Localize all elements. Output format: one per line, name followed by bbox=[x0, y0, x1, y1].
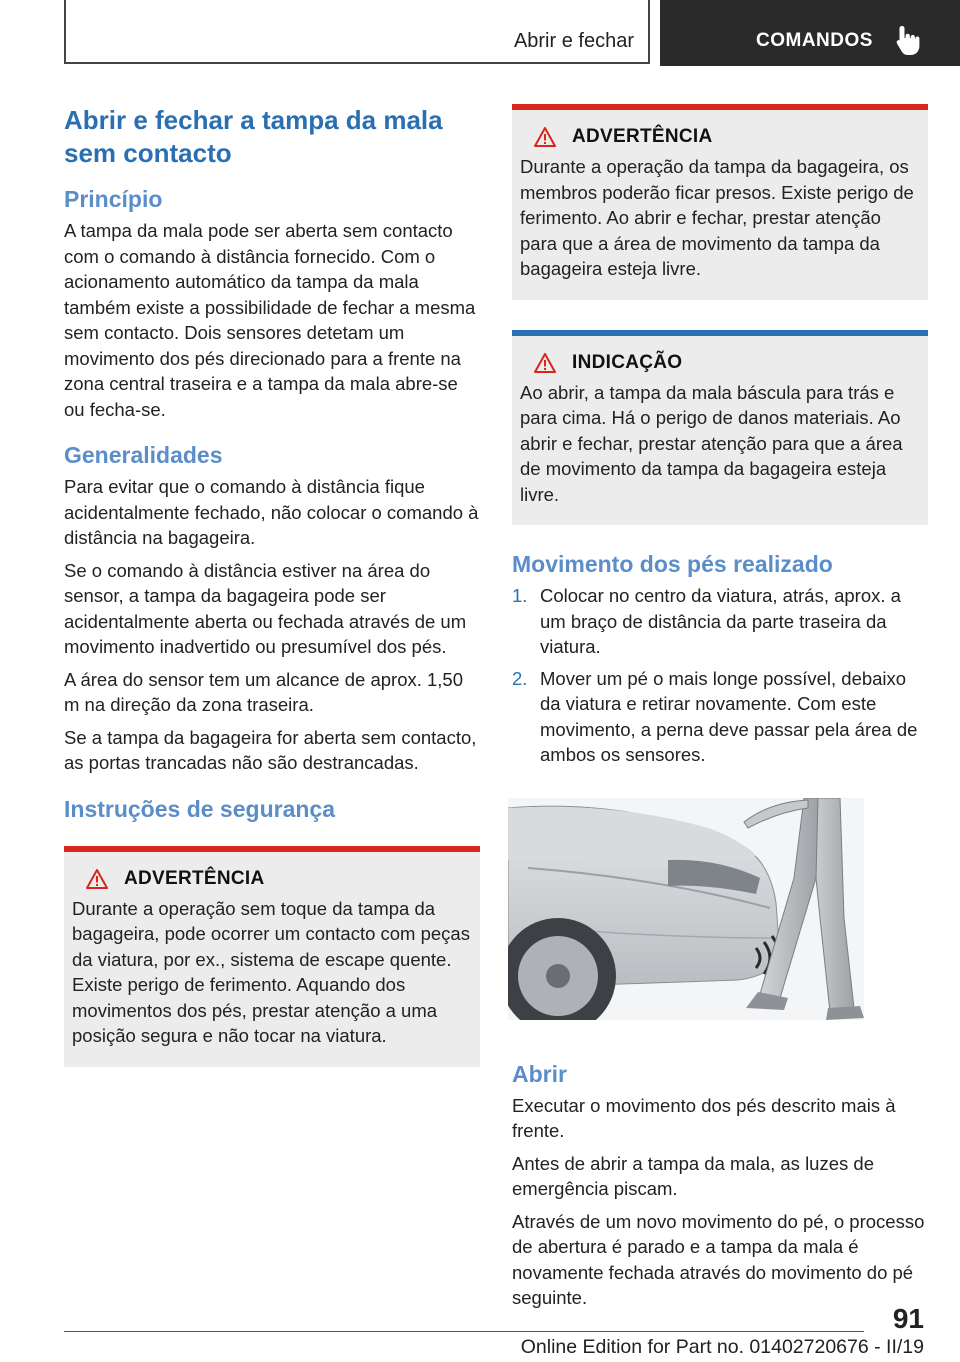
step-number: 1. bbox=[512, 585, 528, 606]
warning-triangle-icon bbox=[534, 353, 556, 373]
warning-triangle-icon bbox=[86, 869, 108, 889]
section-title: COMANDOS bbox=[756, 30, 873, 51]
general-paragraph-3: A área do sensor tem um alcance de aprox. 1,50 m na direção da zona traseira. bbox=[64, 668, 464, 715]
general-paragraph-2: Se o comando à distância estiver na área do sensor, a tampa da bagageira pode ser acidentalmente aberta ou fechada através de um movimento inadvertido ou presumível dos pés. bbox=[64, 559, 467, 657]
warning-text: Durante a operação da tampa da bagageira, os membros poderão ficar presos. Existe perigo de ferimento. Ao abrir e fechar, prestar atenção para que a área de movimento da tampa da bagageira esteja livre. bbox=[520, 156, 914, 279]
foot-movement-heading: Movimento dos pés realizado bbox=[512, 551, 833, 577]
notice-title: INDICAÇÃO bbox=[572, 351, 683, 373]
notice-box bbox=[512, 330, 928, 526]
steps-list bbox=[512, 583, 928, 768]
step-number: 2. bbox=[512, 667, 528, 689]
principle-heading: Princípio bbox=[64, 186, 163, 212]
open-heading: Abrir bbox=[512, 1060, 567, 1087]
warning-title: ADVERTÊNCIA bbox=[124, 867, 265, 889]
chapter-tab bbox=[64, 0, 650, 64]
notice-text: Ao abrir, a tampa da mala báscula para trás e para cima. Há o perigo de danos materiais. Ao abrir e fechar, prestar atenção para que a área de movimento da tampa da bagageira esteja livre. bbox=[520, 381, 903, 505]
general-paragraph-1: Para evitar que o comando à distância fique acidentalmente fechado, não colocar o comando à distância na bagageira. bbox=[64, 476, 479, 548]
page-header bbox=[0, 0, 960, 66]
open-paragraph-3: Através de um novo movimento do pé, o processo de abertura é parado e a tampa da mala é novamente fechada através do movimento do pé seguinte. bbox=[512, 1210, 925, 1308]
foot-movement-illustration bbox=[508, 798, 864, 1020]
chapter-title: Abrir e fechar bbox=[513, 30, 634, 52]
general-paragraph-4: Se a tampa da bagageira for aberta sem contacto, as portas trancadas não são destrancadas. bbox=[64, 726, 477, 773]
safety-heading: Instruções de segurança bbox=[64, 795, 335, 822]
hand-pointer-icon bbox=[896, 24, 922, 56]
general-heading: Generalidades bbox=[64, 442, 223, 468]
footer-edition: Online Edition for Part no. 01402720676 - II/19 bbox=[520, 1336, 924, 1358]
principle-text: A tampa da mala pode ser aberta sem contacto com o comando à distância fornecido. Com o acionamento automático da tampa da mala também existe a possibilidade de fechar a mesma sem contacto. Dois sensores detetam um movimento dos pés direcionado para a frente na zona central traseira e a tampa da mala abre-se ou fecha-se. bbox=[64, 220, 476, 420]
open-paragraph-2: Antes de abrir a tampa da mala, as luzes de emergência piscam. bbox=[512, 1152, 874, 1199]
notice-header bbox=[520, 352, 920, 374]
left-column bbox=[64, 104, 480, 1067]
step-text: Colocar no centro da viatura, atrás, aprox. a um braço de distância da parte traseira da viatura. bbox=[540, 585, 901, 657]
warning-title: ADVERTÊNCIA bbox=[572, 126, 713, 147]
limbs-warning-box bbox=[512, 104, 928, 300]
section-tab bbox=[660, 0, 960, 66]
right-column bbox=[512, 104, 928, 1318]
warning-header bbox=[520, 126, 920, 148]
open-paragraph-1: Executar o movimento dos pés descrito mais à frente. bbox=[512, 1094, 896, 1141]
warning-triangle-icon bbox=[534, 127, 556, 147]
step-text: Mover um pé o mais longe possível, debaixo da viatura e retirar novamente. Com este movimento, a perna deve passar pela área de ambos os sensores. bbox=[540, 667, 918, 765]
page-number: 91 bbox=[892, 1303, 924, 1334]
footer-divider bbox=[64, 1331, 864, 1332]
list-item bbox=[512, 583, 928, 660]
safety-warning-box bbox=[64, 846, 480, 1067]
page-title: Abrir e fechar a tampa da mala sem contacto bbox=[64, 105, 443, 168]
warning-header bbox=[72, 868, 472, 890]
warning-text: Durante a operação sem toque da tampa da bagageira, pode ocorrer um contacto com peças da viatura, por ex., sistema de escape quente. Existe perigo de ferimento. Aquando dos movimentos dos pés, prestar atenção a uma posição segura e não tocar na viatura. bbox=[72, 897, 470, 1046]
list-item bbox=[512, 666, 928, 768]
